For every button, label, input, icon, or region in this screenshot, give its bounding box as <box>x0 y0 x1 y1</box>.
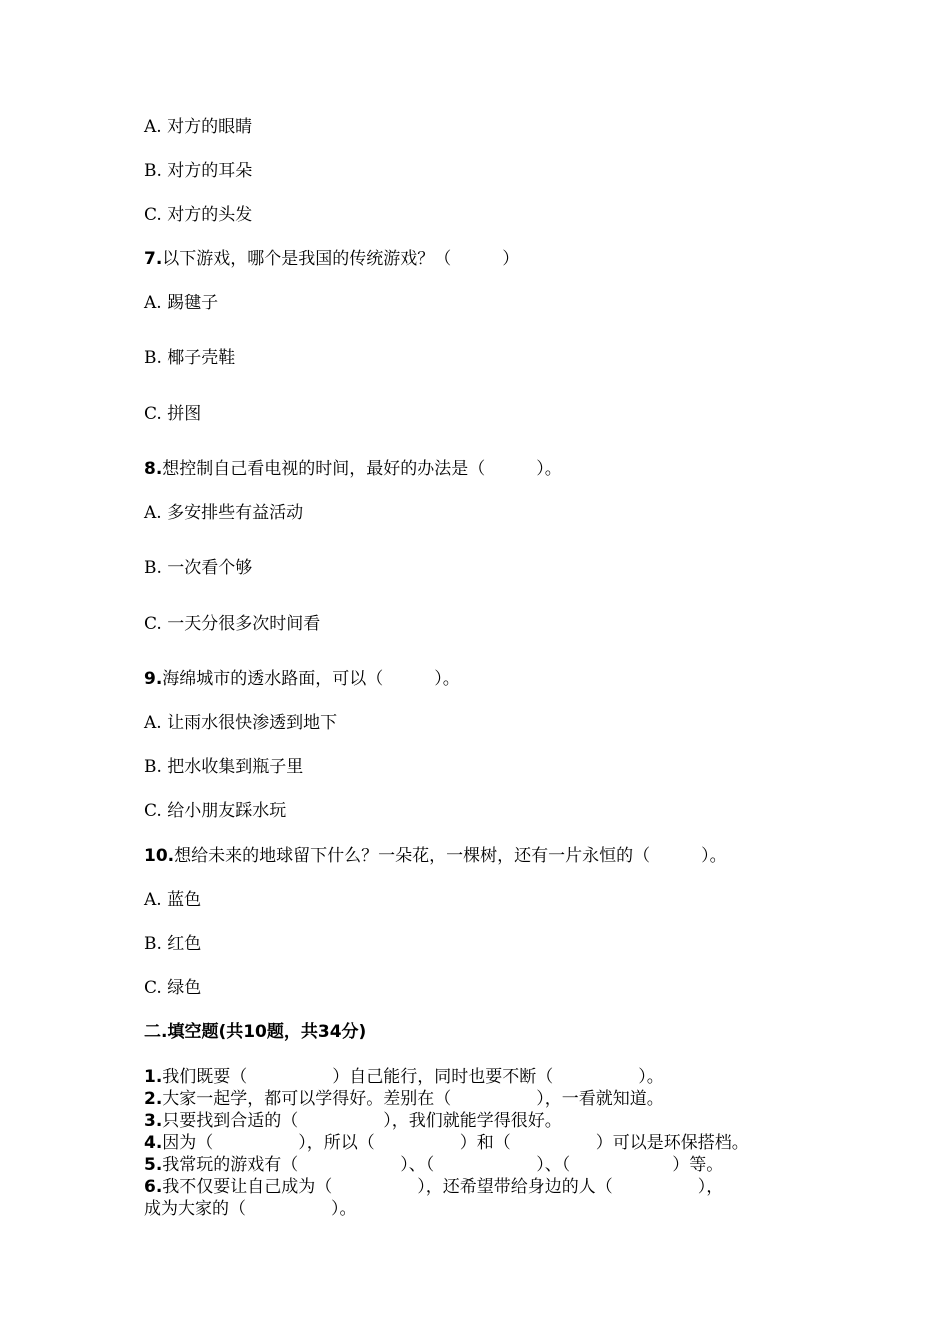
fill-item-6 <box>144 1176 723 1198</box>
item-number: 6. <box>144 1177 163 1197</box>
question-number: 8. <box>144 459 163 479</box>
q7-option-a: A. 踢毽子 <box>144 293 219 313</box>
item-text: 成为大家的（ ）。 <box>144 1199 357 1219</box>
item-text: 因为（ ），所以（ ）和（ ）可以是环保搭档。 <box>162 1133 749 1153</box>
question-text: 想控制自己看电视的时间，最好的办法是（ ）。 <box>162 459 562 479</box>
q8-option-c: C. 一天分很多次时间看 <box>144 614 321 634</box>
item-number: 3. <box>144 1111 163 1131</box>
fill-item-6-continued <box>144 1198 357 1220</box>
q7-option-c: C. 拼图 <box>144 404 202 424</box>
question-text: 想给未来的地球留下什么？一朵花，一棵树，还有一片永恒的（ ）。 <box>174 846 727 866</box>
item-text: 大家一起学，都可以学得好。差别在（ ），一看就知道。 <box>162 1089 664 1109</box>
q7-option-b: B. 椰子壳鞋 <box>144 348 236 368</box>
q10-option-b: B. 红色 <box>144 934 202 954</box>
question-9 <box>144 668 460 690</box>
item-number: 5. <box>144 1155 163 1175</box>
q9-option-c: C. 给小朋友踩水玩 <box>144 801 287 821</box>
q6-option-b: B. 对方的耳朵 <box>144 161 253 181</box>
question-number: 7. <box>144 249 163 269</box>
fill-item-2 <box>144 1088 664 1110</box>
fill-item-5 <box>144 1154 723 1176</box>
question-7 <box>144 248 519 270</box>
q9-option-a: A. 让雨水很快渗透到地下 <box>144 713 338 733</box>
question-number: 9. <box>144 669 163 689</box>
q10-option-a: A. 蓝色 <box>144 890 202 910</box>
item-text: 只要找到合适的（ ），我们就能学得很好。 <box>162 1111 562 1131</box>
item-number: 4. <box>144 1133 163 1153</box>
section-heading: 二.填空题(共10题，共34分) <box>144 1022 367 1042</box>
q10-option-c: C. 绿色 <box>144 978 202 998</box>
q6-option-a: A. 对方的眼睛 <box>144 117 253 137</box>
q6-option-c: C. 对方的头发 <box>144 205 253 225</box>
question-text: 海绵城市的透水路面，可以（ ）。 <box>162 669 460 689</box>
question-text: 以下游戏，哪个是我国的传统游戏？（ ） <box>162 249 520 269</box>
item-text: 我不仅要让自己成为（ ），还希望带给身边的人（ ）， <box>162 1177 724 1197</box>
question-10 <box>144 845 727 867</box>
fill-item-4 <box>144 1132 749 1154</box>
question-8 <box>144 458 562 480</box>
item-number: 1. <box>144 1067 163 1087</box>
q8-option-b: B. 一次看个够 <box>144 558 253 578</box>
fill-item-3 <box>144 1110 562 1132</box>
item-number: 2. <box>144 1089 163 1109</box>
fill-item-1 <box>144 1066 664 1088</box>
q8-option-a: A. 多安排些有益活动 <box>144 503 304 523</box>
question-number: 10. <box>144 846 175 866</box>
q9-option-b: B. 把水收集到瓶子里 <box>144 757 304 777</box>
item-text: 我们既要（ ）自己能行，同时也要不断（ ）。 <box>162 1067 664 1087</box>
item-text: 我常玩的游戏有（ ）、（ ）、（ ）等。 <box>162 1155 724 1175</box>
